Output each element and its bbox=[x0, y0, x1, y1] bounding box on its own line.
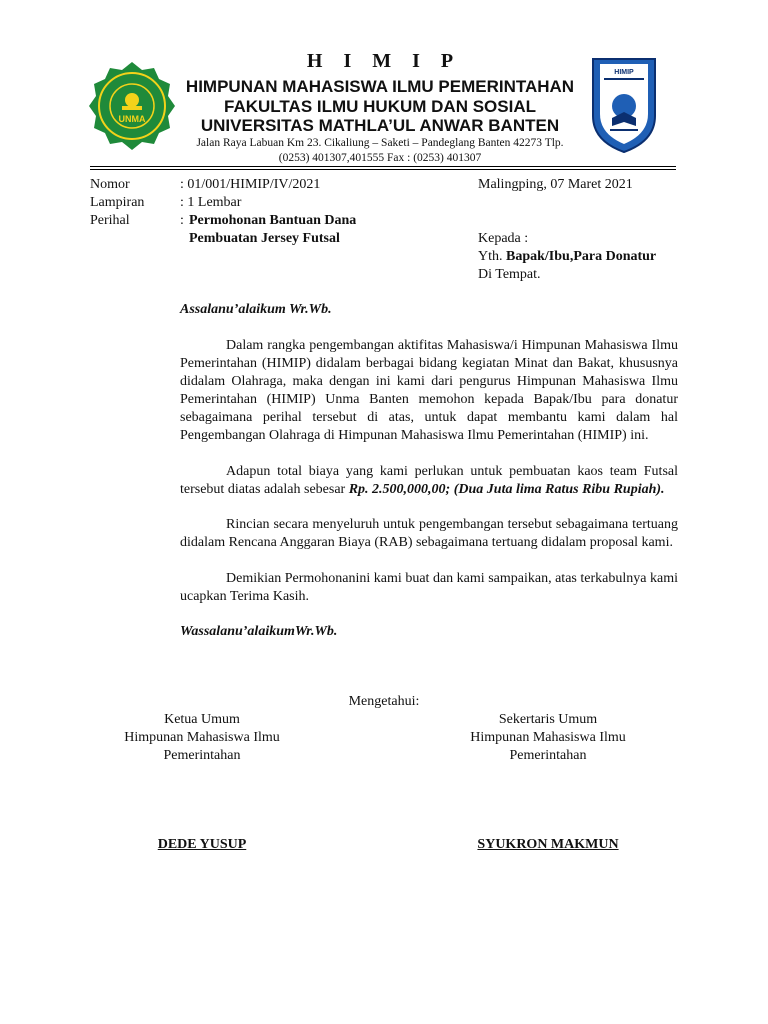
left-signer-org: Himpunan Mahasiswa Ilmu bbox=[124, 730, 280, 745]
mengetahui-label: Mengetahui: bbox=[348, 694, 420, 709]
perihal-line2: Pembuatan Jersey Futsal bbox=[189, 231, 340, 246]
header-divider-thin bbox=[90, 169, 676, 170]
recipient-name: Bapak/Ibu,Para Donatur bbox=[506, 249, 657, 264]
unma-logo-text: UNMA bbox=[118, 114, 146, 124]
letterhead-university: UNIVERSITAS MATHLA’UL ANWAR BANTEN bbox=[200, 116, 560, 135]
nomor-value: : 01/001/HIMIP/IV/2021 bbox=[180, 177, 321, 192]
paragraph-2 bbox=[180, 463, 678, 499]
letterhead-phone: (0253) 401307,401555 Fax : (0253) 401307 bbox=[278, 152, 482, 164]
letterhead-faculty: FAKULTAS ILMU HUKUM DAN SOSIAL bbox=[224, 97, 536, 116]
right-signer-role: Sekertaris Umum bbox=[498, 712, 598, 727]
header-divider bbox=[90, 166, 676, 167]
paragraph-3: Rincian secara menyeluruh untuk pengembangan tersebut sebagaimana tertuang didalam Rencana Anggaran Biaya (RAB) sebagaimana tertuang didalam proposal kami. bbox=[180, 517, 678, 550]
himip-logo-text: HIMIP bbox=[614, 69, 634, 76]
lampiran-label: Lampiran bbox=[90, 195, 145, 210]
perihal-line1: Permohonan Bantuan Dana bbox=[189, 213, 357, 228]
letterhead-association: HIMPUNAN MAHASISWA ILMU PEMERINTAHAN bbox=[185, 77, 575, 96]
recipient-place: Di Tempat. bbox=[478, 267, 541, 282]
right-signer-name: SYUKRON MAKMUN bbox=[477, 837, 619, 852]
left-signer-role: Ketua Umum bbox=[164, 712, 240, 727]
letterhead-title: H I M I P bbox=[306, 50, 462, 72]
paragraph-1: Dalam rangka pengembangan aktifitas Mahasiswa/i Himpunan Mahasiswa Ilmu Pemerintahan (HIMIP) didalam berbagai bidang kegiatan Minat dan Bakat, khususnya didalam Olahraga, maka dengan ini kami dari pengurus Himpunan Mahasiswa Ilmu Pemerintahan (HIMIP) Unma Banten memohon kepada Bapak/Ibu para donatur sebagaimana perihal tersebut di atas, untuk dapat membantu kami dalam hal Pengembangan Olahraga di Himpunan Mahasiswa Ilmu Pemerintahan (HIMIP) ini. bbox=[180, 338, 678, 443]
letter-date: Malingping, 07 Maret 2021 bbox=[478, 177, 633, 192]
left-signer-org-2: Pemerintahan bbox=[163, 748, 241, 763]
letterhead-address: Jalan Raya Labuan Km 23. Cikaliung – Saketi – Pandeglang Banten 42273 Tlp. bbox=[196, 137, 564, 149]
perihal-colon: : bbox=[180, 213, 184, 228]
recipient bbox=[478, 249, 656, 265]
total-amount: Rp. 2.500,000,00; (Dua Juta lima Ratus Ribu Rupiah). bbox=[348, 482, 665, 497]
paragraph-4: Demikian Permohonanini kami buat dan kami sampaikan, atas terkabulnya kami ucapkan Terima Kasih. bbox=[180, 571, 678, 604]
paragraph-2-text: Adapun total biaya yang kami perlukan untuk pembuatan kaos team Futsal tersebut diatas adalah sebesar bbox=[180, 464, 678, 497]
greeting: Assalanu’alaikum Wr.Wb. bbox=[180, 302, 332, 317]
closing: Wassalanu’alaikumWr.Wb. bbox=[180, 624, 338, 639]
right-signer-org-2: Pemerintahan bbox=[509, 748, 587, 763]
lampiran-value: : 1 Lembar bbox=[180, 195, 242, 210]
kepada-label: Kepada : bbox=[478, 231, 529, 246]
nomor-label: Nomor bbox=[90, 177, 130, 192]
perihal-label: Perihal bbox=[90, 213, 130, 228]
yth-label: Yth. bbox=[478, 249, 503, 264]
left-signer-name: DEDE YUSUP bbox=[157, 837, 247, 852]
right-signer-org: Himpunan Mahasiswa Ilmu bbox=[470, 730, 626, 745]
